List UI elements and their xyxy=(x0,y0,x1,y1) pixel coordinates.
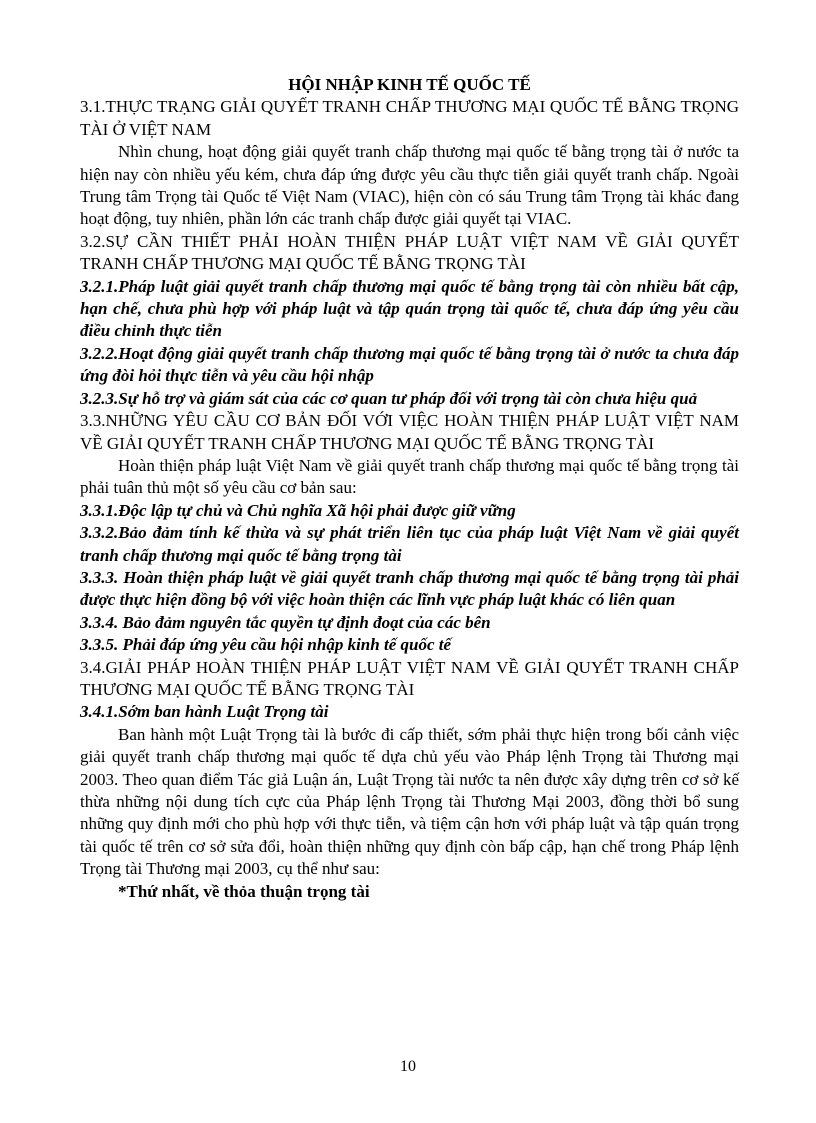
subheading-3-2-2: 3.2.2.Hoạt động giải quyết tranh chấp thương mại quốc tế bằng trọng tài ở nước ta chưa đáp ứng đòi hỏi thực tiễn và yêu cầu hội nhập xyxy=(80,343,739,386)
section-heading-3-4: 3.4.GIẢI PHÁP HOÀN THIỆN PHÁP LUẬT VIỆT NAM VỀ GIẢI QUYẾT TRANH CHẤP THƯƠNG MẠI QUỐC TẾ BẰNG TRỌNG TÀI xyxy=(80,657,739,699)
paragraph-3-4-1: Ban hành một Luật Trọng tài là bước đi cấp thiết, sớm phải thực hiện trong bối cảnh việc giải quyết tranh chấp thương mại quốc tế dựa chủ yếu vào Pháp lệnh Trọng tài Thương mại 2003. Theo quan điểm Tác giả Luận án, Luật Trọng tài nước ta nên được xây dựng trên cơ sở kế thừa những nội dung tích cực của Pháp lệnh Trọng tài Thương Mại 2003, đồng thời bổ sung những quy định mới cho phù hợp với thực tiễn, và tiệm cận hơn với pháp luật và tập quán trọng tài quốc tế trên cơ sở sửa đổi, hoàn thiện những quy định còn bấp cập, hạn chế trong Pháp lệnh Trọng tài Thương mại 2003, cụ thể như sau: xyxy=(80,724,739,879)
document-page xyxy=(80,74,739,903)
subheading-3-2-3: 3.2.3.Sự hỗ trợ và giám sát của các cơ quan tư pháp đối với trọng tài còn chưa hiệu quả xyxy=(80,388,698,408)
subheading-3-3-2: 3.3.2.Bảo đảm tính kế thừa và sự phát triển liên tục của pháp luật Việt Nam về giải quyết tranh chấp thương mại quốc tế bằng trọng tài xyxy=(80,523,739,565)
item-first-arbitration-agreement: *Thứ nhất, về thỏa thuận trọng tài xyxy=(118,881,370,901)
subheading-3-3-1: 3.3.1.Độc lập tự chủ và Chủ nghĩa Xã hội phải được giữ vững xyxy=(80,500,516,520)
section-heading-3-3: 3.3.NHỮNG YÊU CẦU CƠ BẢN ĐỐI VỚI VIỆC HOÀN THIỆN PHÁP LUẬT VIỆT NAM VỀ GIẢI QUYẾT TRANH CHẤP THƯƠNG MẠI QUỐC TẾ BẰNG TRỌNG TÀI xyxy=(80,411,739,453)
subheading-3-2-1: 3.2.1.Pháp luật giải quyết tranh chấp thương mại quốc tế bằng trọng tài còn nhiều bất cập, hạn chế, chưa phù hợp với pháp luật và tập quán trọng tài quốc tế, chưa đáp ứng yêu cầu điều chỉnh thực tiễn xyxy=(80,276,739,341)
section-heading-3-1: 3.1.THỰC TRẠNG GIẢI QUYẾT TRANH CHẤP THƯƠNG MẠI QUỐC TẾ BẰNG TRỌNG TÀI Ở VIỆT NAM xyxy=(80,97,739,139)
subheading-3-3-4: 3.3.4. Bảo đảm nguyên tắc quyền tự định đoạt của các bên xyxy=(80,612,491,632)
paragraph-3-3: Hoàn thiện pháp luật Việt Nam về giải quyết tranh chấp thương mại quốc tế bằng trọng tài phải tuân thủ một số yêu cầu cơ bản sau: xyxy=(80,455,739,498)
subheading-3-3-5: 3.3.5. Phải đáp ứng yêu cầu hội nhập kinh tế quốc tế xyxy=(80,635,452,655)
subheading-3-3-3: 3.3.3. Hoàn thiện pháp luật về giải quyết tranh chấp thương mại quốc tế bằng trọng tài phải được thực hiện đồng bộ với việc hoàn thiện các lĩnh vực pháp luật khác có liên quan xyxy=(80,567,739,610)
subheading-3-4-1: 3.4.1.Sớm ban hành Luật Trọng tài xyxy=(80,702,329,722)
document-title: HỘI NHẬP KINH TẾ QUỐC TẾ xyxy=(288,75,531,94)
paragraph-3-1: Nhìn chung, hoạt động giải quyết tranh chấp thương mại quốc tế bằng trọng tài ở nước ta hiện nay còn nhiều yếu kém, chưa đáp ứng được yêu cầu thực tiễn giải quyết tranh chấp. Ngoài Trung tâm Trọng tài Quốc tế Việt Nam (VIAC), hiện còn có sáu Trung tâm Trọng tài khác đang hoạt động, tuy nhiên, phần lớn các tranh chấp được giải quyết tại VIAC. xyxy=(80,142,739,229)
section-heading-3-2: 3.2.SỰ CẦN THIẾT PHẢI HOÀN THIỆN PHÁP LUẬT VIỆT NAM VỀ GIẢI QUYẾT TRANH CHẤP THƯƠNG MẠI QUỐC TẾ BẰNG TRỌNG TÀI xyxy=(80,231,739,274)
page-number: 10 xyxy=(400,1058,416,1075)
